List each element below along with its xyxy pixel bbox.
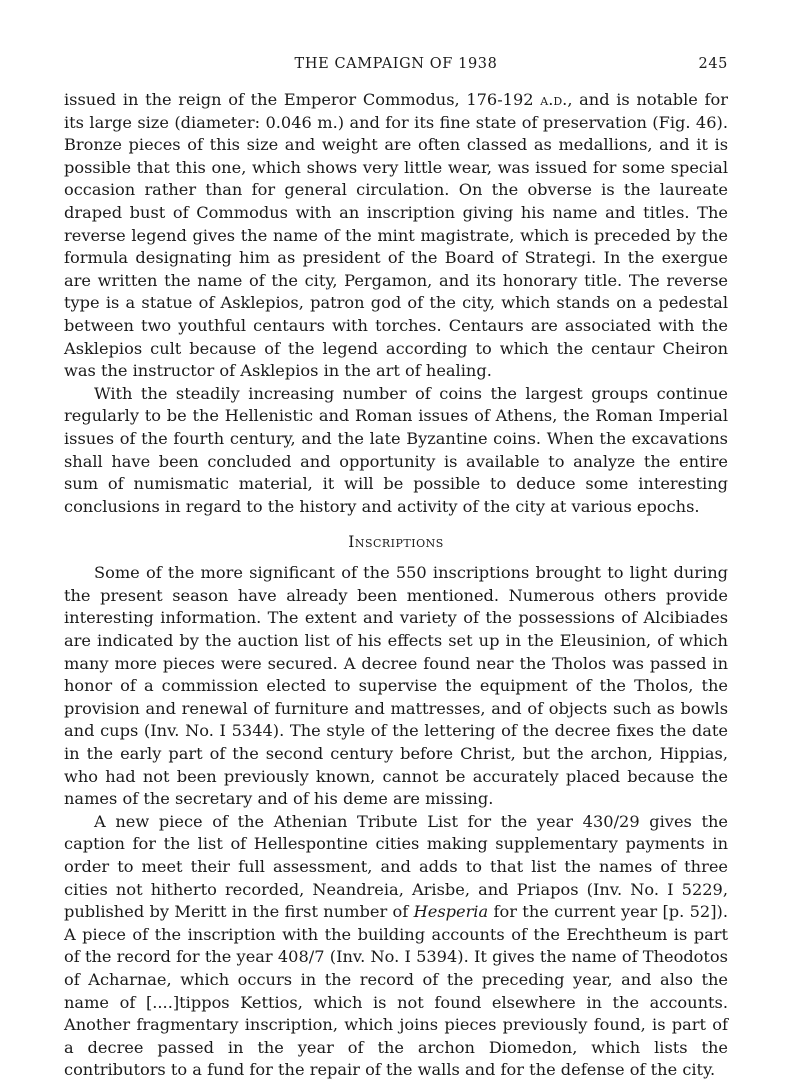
- document-page: [64, 56, 728, 1082]
- paragraph-tribute-list: [64, 811, 728, 1082]
- body-text: [64, 89, 728, 1082]
- paragraph-text: for the current year [p. 52]). A piece of the inscription with the building accounts of the Erechtheum is part of the record for the year 408/7 (Inv. No. I 5394). It gives the name of Theodotos of Acharnae, which occurs in the record of the preceding year, and also the name of [....]tippos Kettios, which is not found elsewhere in the accounts. Another fragmentary inscription, which joins pieces previously found, is part of a decree passed in the year of the archon Diomedon, which lists the contributors to a fund for the repair of the walls and for the defense of the city.: [64, 902, 728, 1080]
- paragraph-inscriptions-overview: [64, 562, 728, 811]
- journal-title: Hesperia: [413, 902, 489, 922]
- era-abbreviation: a.d.: [540, 90, 568, 109]
- paragraph-text: , and is notable for its large size (diameter: 0.046 m.) and for its fine state of preservation (Fig. 46). Bronze pieces of this size and weight are often classed as medallions, and it is possible that this one, which shows very little wear, was issued for some special occasion rather than for general circulation. On the obverse is the laureate draped bust of Commodus with an inscription giving his name and titles. The reverse legend gives the name of the mint magistrate, which is preceded by the formula designating him as president of the Board of Strategi. In the exergue are written the name of the city, Pergamon, and its honorary title. The reverse type is a statue of Asklepios, patron god of the city, which stands on a pedestal between two youthful centaurs with torches. Centaurs are associated with the Asklepios cult because of the legend according to which the centaur Cheiron was the instructor of Asklepios in the art of healing.: [64, 90, 728, 381]
- page-number: 245: [698, 56, 728, 72]
- running-head: [64, 56, 728, 78]
- section-heading-inscriptions: Inscriptions: [348, 533, 444, 552]
- paragraph-coin-groups: [64, 383, 728, 519]
- paragraph-text: With the steadily increasing number of coins the largest groups continue regularly to be the Hellenistic and Roman issues of Athens, the Roman Imperial issues of the fourth century, and the late Byzantine coins. When the excavations shall have been concluded and opportunity is available to analyze the entire sum of numismatic material, it will be possible to deduce some interesting conclusions in regard to the history and activity of the city at various epochs.: [64, 383, 728, 516]
- paragraph-text: issued in the reign of the Emperor Commodus, 176-192: [64, 90, 541, 109]
- running-title: THE CAMPAIGN OF 1938: [294, 56, 498, 72]
- paragraph-text: Some of the more significant of the 550 inscriptions brought to light during the present season have already been mentioned. Numerous others provide interesting information. The extent and variety of the possessions of Alcibiades are indicated by the auction list of his effects set up in the Eleusinion, of which many more pieces were secured. A decree found near the Tholos was passed in honor of a commission elected to supervise the equipment of the Tholos, the provision and renewal of furniture and mattresses, and of objects such as bowls and cups (Inv. No. I 5344). The style of the lettering of the decree fixes the date in the early part of the second century before Christ, but the archon, Hippias, who had not been previously known, cannot be accurately placed because the names of the secretary and of his deme are missing.: [64, 563, 728, 809]
- paragraph-coin-description: [64, 89, 728, 383]
- paragraph-text: A new piece of the Athenian Tribute List for the year 430/29 gives the caption for the list of Hellespontine cities making supplementary payments in order to meet their full assessment, and adds to that list the names of three cities not hitherto recorded, Neandreia, Arisbe, and Priapos (Inv. No. I 5229, published by Meritt in the first number of: [64, 811, 728, 922]
